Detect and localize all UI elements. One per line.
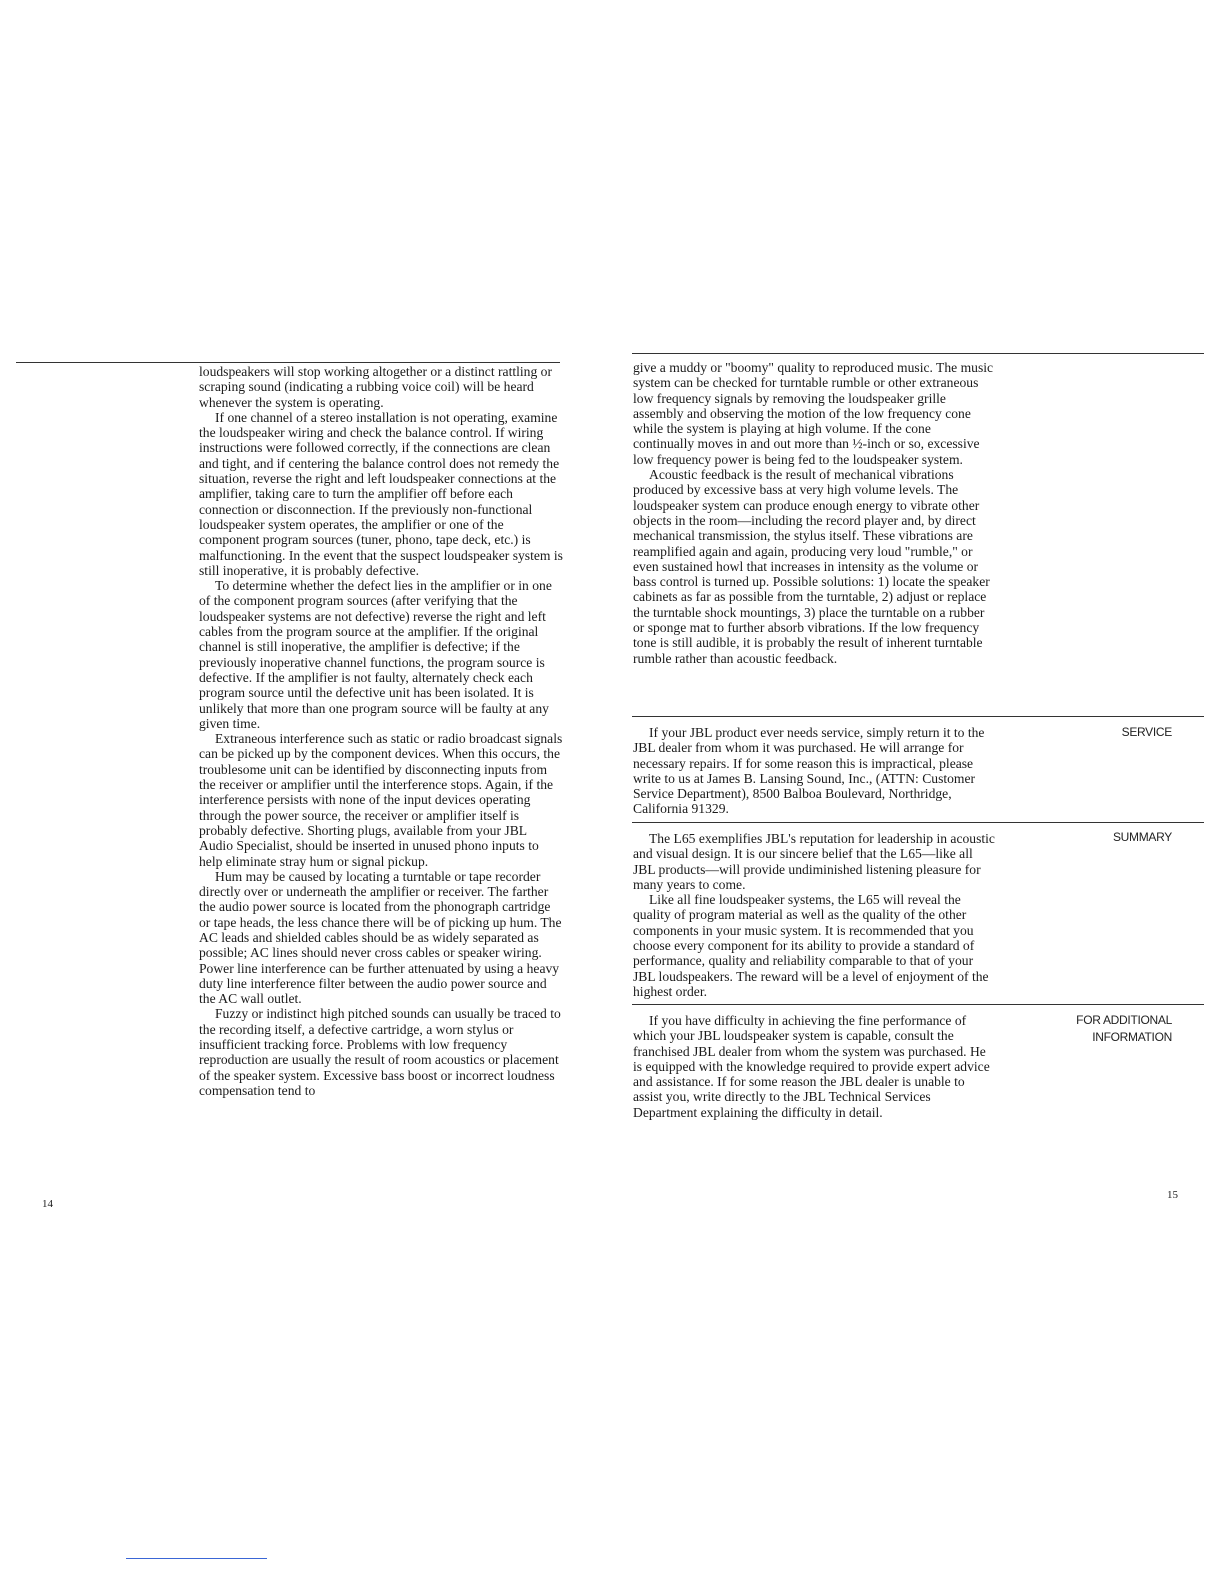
left-paragraph-2: If one channel of a stereo installation is not operating, examine the loudspeaker wiring and check the balance control. If wiring instructions were followed correctly, if the connections are clean and tight, and if centering the balance control does not remedy the situation, reverse the right and left loudspeaker connections at the amplifier, taking care to turn the amplifier off before each connection or disconnection. If the previously non-functional loudspeaker system operates, the amplifier or one of the component program sources (tuner, phono, tape deck, etc.) is malfunctioning. In the event that the suspect loudspeaker system is still inoperative, it is probably defective. — [199, 409, 563, 578]
summary-paragraph-1: The L65 exemplifies JBL's reputation for leadership in acoustic and visual design. It is our sincere belief that the L65—like all JBL products—will provide undiminished listening pleasure for many years to come. — [633, 831, 995, 892]
additional-paragraph-1: If you have difficulty in achieving the fine performance of which your JBL loudspeaker system is capable, consult the franchised JBL dealer from whom the system was purchased. He is equipped with the knowledge required to provide expert advice and assistance. If for some reason the JBL dealer is unable to assist you, write directly to the JBL Technical Services Department explaining the difficulty in detail. — [633, 1013, 990, 1120]
service-heading: SERVICE — [1121, 725, 1172, 739]
right-intro-paragraph-2: Acoustic feedback is the result of mechanical vibrations produced by excessive bass at very high volume levels. The loudspeaker system can produce enough energy to vibrate other objects in the room—including the record player and, by direct mechanical transmission, the stylus itself. These vibrations are reamplified again and again, producing very loud "rumble," or even sustained howl that increases in intensity as the volume or bass control is turned up. Possible solutions: 1) locate the speaker cabinets as far as possible from the turntable, 2) adjust or replace the turntable shock mountings, 3) place the turntable on a rubber or sponge mat to further absorb vibrations. If the low frequency tone is still audible, it is probably the result of inherent turntable rumble rather than acoustic feedback. — [633, 467, 990, 666]
summary-rule — [632, 822, 1204, 823]
additional-rule — [632, 1004, 1204, 1005]
left-paragraph-4: Extraneous interference such as static or radio broadcast signals can be picked up by the component devices. When this occurs, the troublesome unit can be identified by disconnecting inputs from the receiver or amplifier until the interference stops. Again, if the interference persists with none of the input devices operating through the power source, the receiver or amplifier itself is probably defective. Shorting plugs, available from your JBL Audio Specialist, should be inserted in unused phono inputs to help eliminate stray hum or signal pickup. — [199, 731, 563, 869]
left-paragraph-3: To determine whether the defect lies in the amplifier or in one of the component program sources (after verifying that the loudspeaker systems are not defective) reverse the right and left cables from the program source at the amplifier. If the original channel is still inoperative, the amplifier is defective; if the previously inoperative channel functions, the program source is defective. If the amplifier is not faulty, alternately check each program source until the defective unit has been isolated. It is unlikely that more than one program source will be faulty at any given time. — [199, 578, 552, 731]
right-intro-paragraph-1: give a muddy or "boomy" quality to reproduced music. The music system can be checked for turntable rumble or other extraneous low frequency signals by removing the loudspeaker grille assembly and observing the motion of the low frequency cone while the system is playing at high volume. If the cone continually moves in and out more than ½-inch or so, excessive low frequency power is being fed to the loudspeaker system. — [633, 360, 994, 467]
service-text — [633, 725, 995, 817]
service-paragraph-1: If your JBL product ever needs service, simply return it to the JBL dealer from whom it was purchased. He will arrange for necessary repairs. If for some reason this is impractical, please write to us at James B. Lansing Sound, Inc., (ATTN: Customer Service Department), 8500 Balboa Boulevard, Northridge, California 91329. — [633, 725, 985, 817]
service-rule — [632, 716, 1204, 717]
bottom-blue-line — [126, 1558, 267, 1559]
left-paragraph-6: Fuzzy or indistinct high pitched sounds can usually be traced to the recording itself, a defective cartridge, a worn stylus or insufficient tracking force. Problems with low frequency reproduction are usually the result of room acoustics or placement of the speaker system. Excessive bass boost or incorrect loudness compensation tend to — [199, 1006, 561, 1098]
summary-text — [633, 831, 995, 999]
right-intro-text — [633, 360, 995, 666]
left-body-column — [199, 364, 563, 1098]
right-page-number: 15 — [1167, 1189, 1178, 1201]
summary-paragraph-2: Like all fine loudspeaker systems, the L65 will reveal the quality of program material as well as the quality of the other components in your music system. It is recommended that you choose every component for its ability to provide a standard of performance, quality and reliability comparable to that of your JBL loudspeakers. The reward will be a level of enjoyment of the highest order. — [633, 892, 989, 999]
summary-heading: SUMMARY — [1112, 830, 1172, 844]
left-page-number: 14 — [42, 1198, 53, 1210]
left-paragraph-1: loudspeakers will stop working altogether or a distinct rattling or scraping sound (indicating a rubbing voice coil) will be heard whenever the system is operating. — [199, 364, 552, 410]
right-page — [612, 0, 1224, 1584]
additional-heading: FOR ADDITIONAL INFORMATION — [1076, 1013, 1172, 1044]
additional-text — [633, 1013, 995, 1120]
left-paragraph-5: Hum may be caused by locating a turntable or tape recorder directly over or underneath the amplifier or receiver. The farther the audio power source is located from the phonograph cartridge or tape heads, the less chance there will be of picking up hum. The AC leads and shielded cables should be as widely separated as possible; AC lines should never cross cables or speaker wiring. Power line interference can be further attenuated by using a heavy duty line interference filter between the audio power source and the AC wall outlet. — [199, 868, 562, 1007]
left-top-rule — [16, 362, 560, 363]
right-top-rule — [632, 353, 1204, 354]
